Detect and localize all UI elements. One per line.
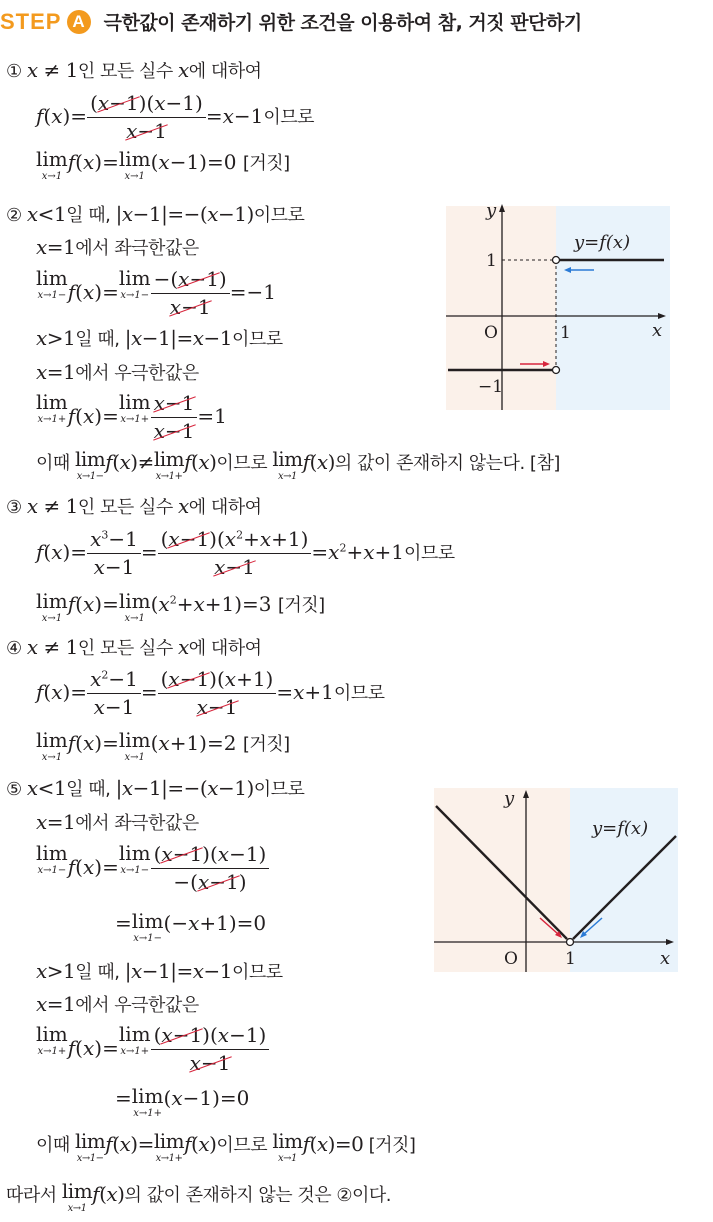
tick-x-1: 1 bbox=[565, 949, 576, 969]
step-header bbox=[0, 8, 582, 35]
item-2-left-condition: ② x<1일 때, |x−1|=−(x−1)이므로 bbox=[6, 202, 305, 226]
item-4-condition: ④ x ≠ 1인 모든 실수 x에 대하여 bbox=[6, 635, 262, 659]
item-5-left-limit-intro: x=1에서 좌극한값은 bbox=[36, 810, 199, 834]
item-2-left-limit-text: 에서 좌극한값은 bbox=[75, 238, 199, 259]
open-point-bottom bbox=[553, 367, 560, 374]
item-5-conclusion-pre: 이때 bbox=[36, 1135, 70, 1156]
item-5-left-limit-text: 에서 좌극한값은 bbox=[75, 813, 199, 834]
item-3-conclude: 이므로 bbox=[403, 543, 455, 564]
right-shade bbox=[570, 788, 678, 972]
item-1-number: ① bbox=[6, 61, 22, 82]
item-5-left-limit-result: = lim x→1− (−x+1)=0 bbox=[115, 909, 267, 944]
step-label: STEP bbox=[0, 9, 62, 34]
tick-x-1: 1 bbox=[560, 323, 571, 343]
item-4-verdict: [거짓] bbox=[242, 734, 290, 755]
item-2-right-limit-text: 에서 우극한값은 bbox=[75, 363, 199, 384]
final-pre: 따라서 bbox=[6, 1185, 57, 1206]
item-2-verdict: [참] bbox=[529, 453, 560, 474]
item-4-limit: lim x→1 f(x)= lim x→1 (x+1)=2 [거짓] bbox=[36, 728, 290, 763]
item-3-number: ③ bbox=[6, 497, 22, 518]
item-5-right-limit-result: = lim x→1+ (x−1)=0 bbox=[115, 1084, 250, 1119]
item-2-graph bbox=[446, 198, 670, 410]
tick-y-1: 1 bbox=[486, 251, 497, 271]
item-5-conclusion: 이때 lim x→1− f(x)= lim x→1+ f(x)이므로 lim x→1 f(x)=0 [거짓] bbox=[36, 1129, 416, 1164]
item-5-verdict: [거짓] bbox=[368, 1135, 416, 1156]
item-2-right-limit-intro: x=1에서 우극한값은 bbox=[36, 360, 199, 384]
item-1-equation: f(x)= $\frac{(x-1)(x-1)}{x-1}$ =x−1이므로 bbox=[36, 91, 315, 143]
item-5-right-condition: x>1일 때, |x−1|=x−1이므로 bbox=[36, 959, 283, 983]
item-2-right-limit: lim x→1+ f(x)= lim x→1+ $\frac{x-1}{x-1}$ =1 bbox=[36, 390, 227, 443]
item-4-number: ④ bbox=[6, 638, 22, 659]
item-5-conclusion-mid: 이므로 bbox=[216, 1135, 268, 1156]
y-label: y bbox=[504, 788, 515, 809]
tick-y-neg1: −1 bbox=[478, 377, 504, 397]
item-3-condition: ③ x ≠ 1인 모든 실수 x에 대하여 bbox=[6, 494, 262, 518]
item-5-left-cond-text: 일 때, bbox=[66, 779, 111, 800]
item-3-cond-text2: 에 대하여 bbox=[188, 497, 262, 518]
origin-label: O bbox=[504, 949, 518, 969]
item-2-number: ② bbox=[6, 205, 22, 226]
left-shade bbox=[434, 788, 570, 972]
item-3-equation: f(x)= $\frac{x^3-1}{x-1}$ = $\frac{(x-1)(x^2+x+1)}{x-1}$ $=x^2+x+1$이므로 bbox=[36, 527, 455, 579]
origin-label: O bbox=[484, 323, 498, 343]
x-label: x bbox=[660, 948, 671, 969]
item-1-condition: ① x ≠ 1인 모든 실수 x에 대하여 bbox=[6, 58, 262, 82]
item-1-cond-text: 인 모든 실수 bbox=[77, 61, 173, 82]
item-2-right-cond-text2: 이므로 bbox=[232, 329, 283, 350]
open-point-top bbox=[553, 257, 560, 264]
item-4-conclude: 이므로 bbox=[333, 683, 385, 704]
item-1-limit: lim x→1 f(x)= lim x→1 (x−1)=0 [거짓] bbox=[36, 147, 290, 182]
item-5-right-limit-intro: x=1에서 우극한값은 bbox=[36, 992, 199, 1016]
item-3-cond-text: 인 모든 실수 bbox=[77, 497, 173, 518]
curve-label: y=f(x) bbox=[574, 232, 631, 253]
item-5-left-cond-text2: 이므로 bbox=[253, 779, 305, 800]
item-5-right-cond-text2: 이므로 bbox=[232, 962, 283, 983]
item-4-cond-text2: 에 대하여 bbox=[188, 638, 262, 659]
y-label: y bbox=[486, 200, 497, 221]
item-2-conclusion-post: 의 값이 존재하지 않는다. bbox=[334, 453, 525, 474]
item-5-right-limit-text: 에서 우극한값은 bbox=[75, 995, 199, 1016]
item-1-verdict: [거짓] bbox=[242, 153, 290, 174]
item-2-conclusion: 이때 lim x→1− f(x)≠ lim x→1+ f(x)이므로 lim x→1 f(x)의 값이 존재하지 않는다. [참] bbox=[36, 447, 560, 482]
item-2-conclusion-pre: 이때 bbox=[36, 453, 70, 474]
item-5-graph bbox=[434, 782, 678, 972]
section-title: 극한값이 존재하기 위한 조건을 이용하여 참, 거짓 판단하기 bbox=[103, 12, 582, 34]
item-4-cond-text: 인 모든 실수 bbox=[77, 638, 173, 659]
item-1-cond-text2: 에 대하여 bbox=[188, 61, 262, 82]
item-3-verdict: [거짓] bbox=[277, 595, 325, 616]
item-2-left-limit: lim x→1− f(x)= lim x→1− $\frac{-(x-1)}{x-1}$ =−1 bbox=[36, 266, 276, 319]
item-5-left-limit: lim x→1− f(x)= lim x→1− $\frac{(x-1)(x-1)}{-(x-1)}$ bbox=[36, 843, 269, 894]
item-3-limit: lim x→1 f(x)= lim x→1 $(x^2+x+1)=3$ [거짓] bbox=[36, 589, 325, 624]
item-5-right-limit: lim x→1+ f(x)= lim x→1+ $\frac{(x-1)(x-1)}{x-1}$ bbox=[36, 1024, 269, 1075]
item-2-right-cond-text: 일 때, bbox=[75, 329, 120, 350]
final-conclusion: 따라서 lim x→1 f(x)의 값이 존재하지 않는 것은 ②이다. bbox=[6, 1179, 391, 1214]
item-2-conclusion-mid: 이므로 bbox=[216, 453, 268, 474]
item-5-number: ⑤ bbox=[6, 779, 22, 800]
item-1-conclude: 이므로 bbox=[263, 107, 315, 128]
item-5-right-cond-text: 일 때, bbox=[75, 962, 120, 983]
open-point bbox=[567, 939, 574, 946]
final-post: 의 값이 존재하지 않는 것은 ②이다. bbox=[124, 1185, 391, 1206]
item-5-left-condition: ⑤ x<1일 때, |x−1|=−(x−1)이므로 bbox=[6, 776, 305, 800]
item-2-left-cond-text: 일 때, bbox=[66, 205, 111, 226]
item-2-left-cond-text2: 이므로 bbox=[253, 205, 305, 226]
curve-label: y=f(x) bbox=[592, 818, 649, 839]
item-2-right-condition: x>1일 때, |x−1|=x−1이므로 bbox=[36, 326, 283, 350]
step-badge: A bbox=[67, 10, 91, 34]
item-4-equation: f(x)= $\frac{x^2-1}{x-1}$ = $\frac{(x-1)(x+1)}{x-1}$ =x+1이므로 bbox=[36, 667, 385, 719]
item-2-left-limit-intro: x=1에서 좌극한값은 bbox=[36, 235, 199, 259]
x-label: x bbox=[652, 320, 663, 341]
